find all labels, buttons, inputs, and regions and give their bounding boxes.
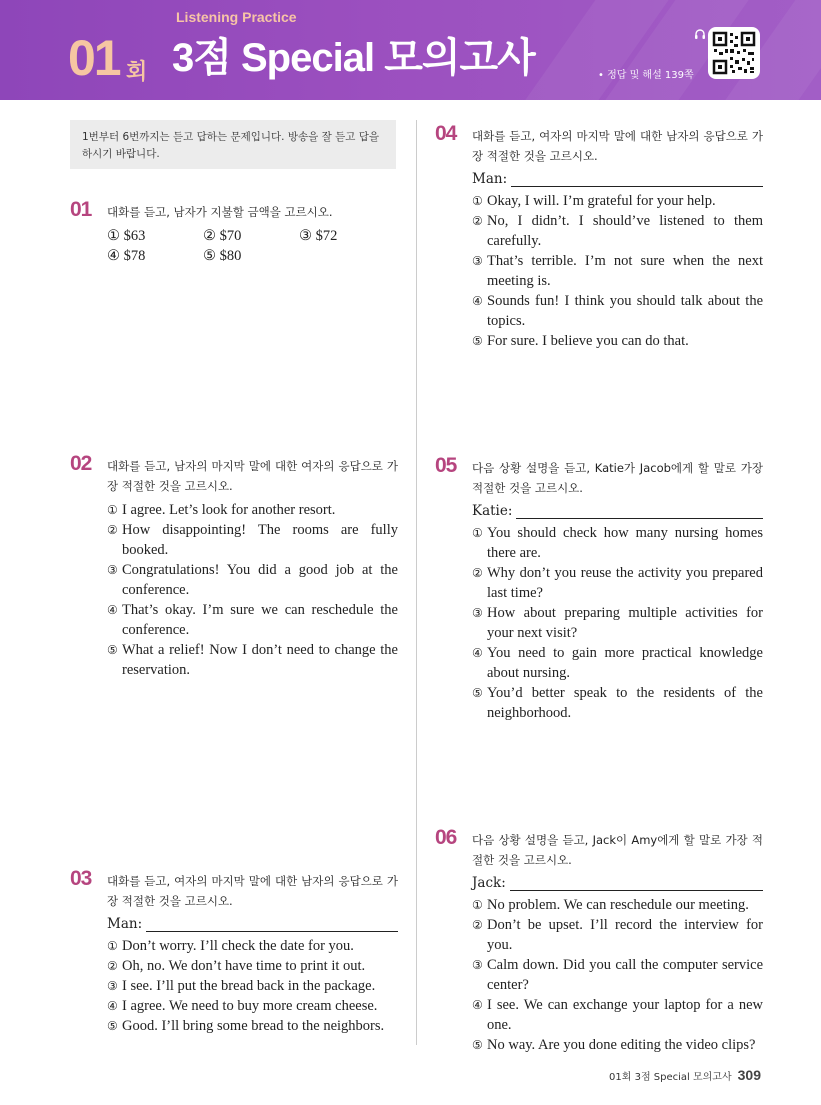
option-text: Calm down. Did you call the computer service center? [487,957,763,993]
question-prompt: 대화를 듣고, 여자의 마지막 말에 대한 남자의 응답으로 가장 적절한 것을 고르시오. [472,129,763,163]
options-list [472,191,763,351]
option-number: ① [107,939,118,953]
option-text: No, I didn’t. I should’ve listened to them carefully. [487,213,763,249]
option-2[interactable] [472,211,763,251]
speaker-label: Jack: [472,875,506,891]
question-prompt: 대화를 듣고, 여자의 마지막 말에 대한 남자의 응답으로 가장 적절한 것을 고르시오. [107,874,398,908]
option-number: ⑤ [472,686,483,700]
question-prompt: 다음 상황 설명을 듣고, Katie가 Jacob에게 할 말로 가장 적절한 것을 고르시오. [472,461,763,495]
option-1[interactable] [107,500,398,520]
option-4[interactable] [472,291,763,331]
option-3[interactable] [107,976,398,996]
option-text: That’s okay. I’m sure we can reschedule the conference. [122,602,398,638]
option-text: I see. We can exchange your laptop for a new one. [487,997,763,1033]
option-4[interactable] [472,643,763,683]
option-2[interactable] [472,915,763,955]
option-number: ⑤ [472,334,483,348]
options-list [472,895,763,1055]
option-5[interactable] [472,331,763,351]
answer-blank [472,167,763,187]
options-list [472,523,763,723]
option-4[interactable]: ④ $78 [107,248,146,264]
speaker-label: Man: [107,916,143,932]
option-5[interactable] [472,1035,763,1055]
qr-code[interactable] [708,27,760,79]
option-text: You’d better speak to the residents of the neighborhood. [487,685,763,721]
option-number: ① [472,898,483,912]
instructions-box: 1번부터 6번까지는 듣고 답하는 문제입니다. 방송을 잘 듣고 답을 하시기 바랍니다. [70,120,396,169]
round-suffix: 회 [126,59,148,84]
option-3[interactable] [472,955,763,995]
option-number: ③ [472,606,483,620]
option-text: How disappointing! The rooms are fully booked. [122,522,398,558]
option-3[interactable] [472,603,763,643]
answer-blank-line[interactable] [516,504,763,519]
option-text: Good. I’ll bring some bread to the neighbors. [122,1018,385,1034]
option-number: ② [107,523,118,537]
round-number: 01 [68,30,120,86]
page-number: 309 [737,1067,761,1083]
qr-code-icon [708,27,760,79]
option-3[interactable] [472,251,763,291]
option-4[interactable] [107,600,398,640]
option-text: What a relief! Now I don’t need to change the reservation. [122,642,398,678]
answer-blank-line[interactable] [146,917,398,932]
answer-blank [107,912,398,932]
option-number: ① [472,194,483,208]
option-4[interactable] [472,995,763,1035]
page-title: 3점 Special 모의고사 [172,36,535,80]
option-text: Why don’t you reuse the activity you prepared last time? [487,565,763,601]
option-4[interactable] [107,996,398,1016]
question-01 [70,198,398,266]
option-1[interactable] [472,523,763,563]
option-5[interactable] [107,1016,398,1036]
options-list [107,226,398,266]
option-1[interactable] [472,191,763,211]
page-footer [609,1067,761,1083]
answer-blank [472,499,763,519]
question-number: 02 [70,452,92,475]
option-text: Oh, no. We don’t have time to print it out. [122,958,366,974]
option-5[interactable]: ⑤ $80 [203,248,242,264]
option-text: You should check how many nursing homes there are. [487,525,763,561]
option-text: How about preparing multiple activities for your next visit? [487,605,763,641]
options-list [107,936,398,1036]
option-number: ③ [472,254,483,268]
question-prompt: 다음 상황 설명을 듣고, Jack이 Amy에게 할 말로 가장 적절한 것을 고르시오. [472,833,763,867]
option-number: ④ [472,998,483,1012]
option-number: ⑤ [472,1038,483,1052]
option-3[interactable]: ③ $72 [299,228,338,244]
option-2[interactable] [472,563,763,603]
option-text: No problem. We can reschedule our meeting. [487,897,749,913]
option-text: I agree. We need to buy more cream cheese. [122,998,378,1014]
option-number: ④ [107,999,118,1013]
option-text: I agree. Let’s look for another resort. [122,502,336,518]
option-text: Okay, I will. I’m grateful for your help. [487,193,716,209]
speaker-label: Katie: [472,503,513,519]
option-number: ⑤ [107,643,118,657]
option-text: Sounds fun! I think you should talk about the topics. [487,293,763,329]
option-number: ① [472,526,483,540]
option-5[interactable] [472,683,763,723]
footer-label: 01회 3점 Special 모의고사 [609,1072,732,1083]
question-prompt: 대화를 듣고, 남자의 마지막 말에 대한 여자의 응답으로 가장 적절한 것을 고르시오. [107,459,398,493]
option-2[interactable]: ② $70 [203,228,242,244]
headphones-icon [694,28,706,40]
option-text: For sure. I believe you can do that. [487,333,689,349]
question-06 [435,826,763,1055]
option-number: ③ [107,563,118,577]
question-04 [435,122,763,351]
option-number: ③ [472,958,483,972]
option-number: ② [472,566,483,580]
option-text: I see. I’ll put the bread back in the package. [122,978,376,994]
option-3[interactable] [107,560,398,600]
option-1[interactable]: ① $63 [107,228,146,244]
question-number: 01 [70,198,92,221]
question-03 [70,867,398,1036]
question-prompt: 대화를 듣고, 남자가 지불할 금액을 고르시오. [107,205,333,219]
option-text: That’s terrible. I’m not sure when the next meeting is. [487,253,763,289]
question-number: 06 [435,826,457,849]
answer-blank [472,871,763,891]
option-number: ④ [472,646,483,660]
question-number: 05 [435,454,457,477]
option-number: ③ [107,979,118,993]
answer-reference: • 정답 및 해설 139쪽 [598,70,694,81]
option-1[interactable] [472,895,763,915]
option-5[interactable] [107,640,398,680]
column-divider [416,120,417,1045]
question-number: 04 [435,122,457,145]
section-label: Listening Practice [176,9,297,25]
option-text: Don’t be upset. I’ll record the interview for you. [487,917,763,953]
header-banner [0,0,821,100]
option-number: ④ [472,294,483,308]
option-2[interactable] [107,956,398,976]
option-number: ⑤ [107,1019,118,1033]
option-number: ② [472,918,483,932]
question-05 [435,454,763,723]
option-text: No way. Are you done editing the video clips? [487,1037,756,1053]
option-1[interactable] [107,936,398,956]
options-list [107,500,398,680]
option-number: ② [107,959,118,973]
option-text: You need to gain more practical knowledge about nursing. [487,645,763,681]
question-02 [70,452,398,680]
answer-blank-line[interactable] [511,172,763,187]
question-number: 03 [70,867,92,890]
speaker-label: Man: [472,171,508,187]
option-number: ① [107,503,118,517]
option-2[interactable] [107,520,398,560]
option-text: Congratulations! You did a good job at the conference. [122,562,398,598]
answer-blank-line[interactable] [510,876,763,891]
option-text: Don’t worry. I’ll check the date for you. [122,938,354,954]
option-number: ④ [107,603,118,617]
option-number: ② [472,214,483,228]
